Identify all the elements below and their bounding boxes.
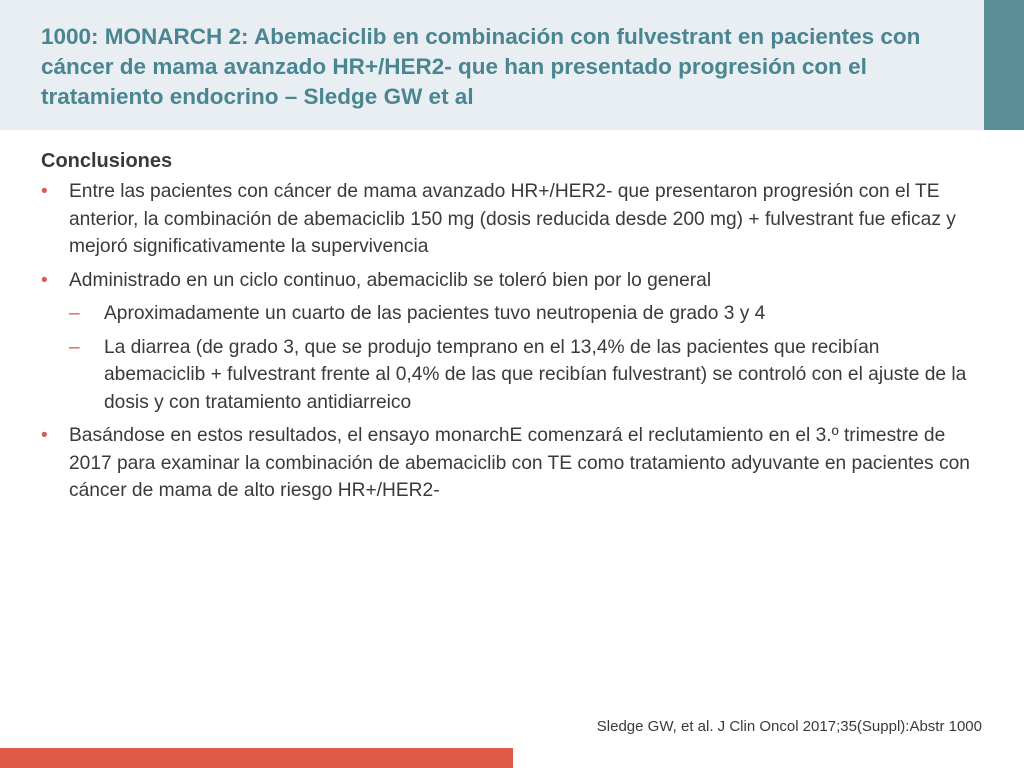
dash-marker: – <box>69 336 80 358</box>
slide-title: 1000: MONARCH 2: Abemaciclib en combinación con fulvestrant en pacientes con cáncer de mama avanzado HR+/HER2- que han presentado progresión con el tratamiento endocrino – Sledge GW et al <box>41 24 921 109</box>
bullet-item <box>41 422 981 505</box>
footer-accent-bar <box>0 748 513 768</box>
section-heading: Conclusiones <box>41 150 173 172</box>
sub-bullet-item <box>69 300 981 328</box>
bullet-marker: • <box>41 181 48 202</box>
bullet-marker: • <box>41 425 48 446</box>
title-accent-bar <box>984 0 1024 130</box>
bullet-item <box>41 178 981 261</box>
sub-bullet-text: La diarrea (de grado 3, que se produjo temprano en el 13,4% de las pacientes que recibían abemaciclib + fulvestrant frente al 0,4% de las que recibían fulvestrant) se controló con el ajuste de la dosis y con tratamiento antidiarreico <box>104 336 967 413</box>
bullet-item <box>41 267 981 417</box>
sub-bullet-item <box>69 334 981 417</box>
dash-marker: – <box>69 303 80 324</box>
slide-body <box>41 147 981 511</box>
bullet-text: Administrado en un ciclo continuo, abemaciclib se toleró bien por lo general <box>69 269 712 291</box>
citation: Sledge GW, et al. J Clin Oncol 2017;35(Suppl):Abstr 1000 <box>596 718 982 735</box>
conclusions-list <box>41 178 981 505</box>
sub-bullet-text: Aproximadamente un cuarto de las pacientes tuvo neutropenia de grado 3 y 4 <box>104 303 766 324</box>
bullet-marker: • <box>41 269 48 291</box>
bullet-text: Entre las pacientes con cáncer de mama avanzado HR+/HER2- que presentaron progresión con el TE anterior, la combinación de abemaciclib 150 mg (dosis reducida desde 200 mg) + fulvestrant fue eficaz y mejoró significativamente la supervivencia <box>69 181 956 257</box>
sub-bullet-list <box>69 300 981 416</box>
bullet-text: Basándose en estos resultados, el ensayo monarchE comenzará el reclutamiento en el 3.º trimestre de 2017 para examinar la combinación de abemaciclib con TE como tratamiento adyuvante en pacientes con cáncer de mama de alto riesgo HR+/HER2- <box>69 425 970 501</box>
